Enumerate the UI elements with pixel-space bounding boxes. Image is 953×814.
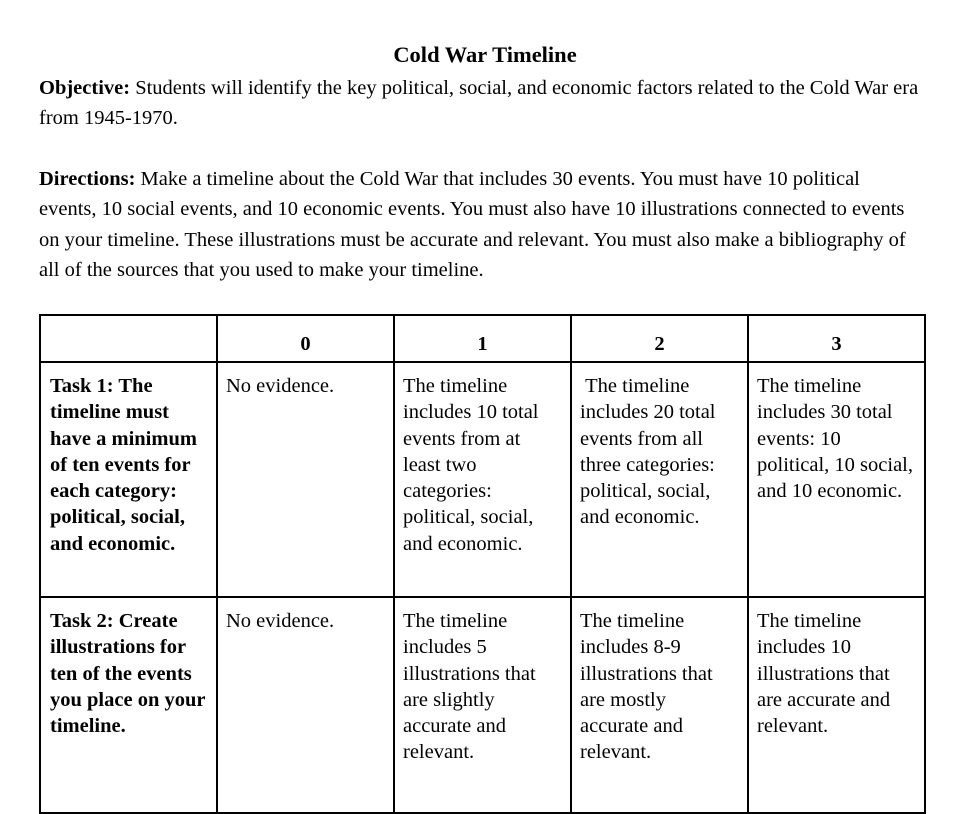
objective-paragraph: [39, 73, 919, 134]
header-score-2: 2: [571, 315, 748, 362]
document-title: Cold War Timeline: [393, 42, 577, 67]
score-3-criteria: The timeline includes 10 illustrations that are accurate and relevant.: [748, 597, 925, 813]
rubric-header-row: [40, 315, 925, 362]
objective-text: Students will identify the key political, social, and economic factors related to the Cold War era from 1945-1970.: [39, 77, 919, 130]
score-2-criteria: The timeline includes 8-9 illustrations that are mostly accurate and relevant.: [571, 597, 748, 813]
header-task-column: [40, 315, 217, 362]
rubric-row-task-1: [40, 362, 925, 597]
score-2-criteria: The timeline includes 20 total events from all three categories: political, social, and economic.: [571, 362, 748, 597]
header-score-1: 1: [394, 315, 571, 362]
header-score-0: 0: [217, 315, 394, 362]
objective-label: Objective:: [39, 77, 131, 99]
score-3-criteria: The timeline includes 30 total events: 10 political, 10 social, and 10 economic.: [748, 362, 925, 597]
rubric-row-task-2: [40, 597, 925, 813]
score-0-criteria: No evidence.: [217, 597, 394, 813]
directions-paragraph: [39, 164, 919, 285]
score-1-criteria: The timeline includes 10 total events from at least two categories: political, social, and economic.: [394, 362, 571, 597]
directions-text: Make a timeline about the Cold War that includes 30 events. You must have 10 political events, 10 social events, and 10 economic events. You must also have 10 illustrations connected to events on your timeline. These illustrations must be accurate and relevant. You must also make a bibliography of all of the sources that you used to make your timeline.: [39, 168, 906, 281]
directions-label: Directions:: [39, 168, 136, 190]
score-1-criteria: The timeline includes 5 illustrations that are slightly accurate and relevant.: [394, 597, 571, 813]
task-description: Task 1: The timeline must have a minimum of ten events for each category: political, social, and economic.: [40, 362, 217, 597]
header-score-3: 3: [748, 315, 925, 362]
rubric-table: [39, 314, 926, 814]
score-0-criteria: No evidence.: [217, 362, 394, 597]
task-description: Task 2: Create illustrations for ten of the events you place on your timeline.: [40, 597, 217, 813]
